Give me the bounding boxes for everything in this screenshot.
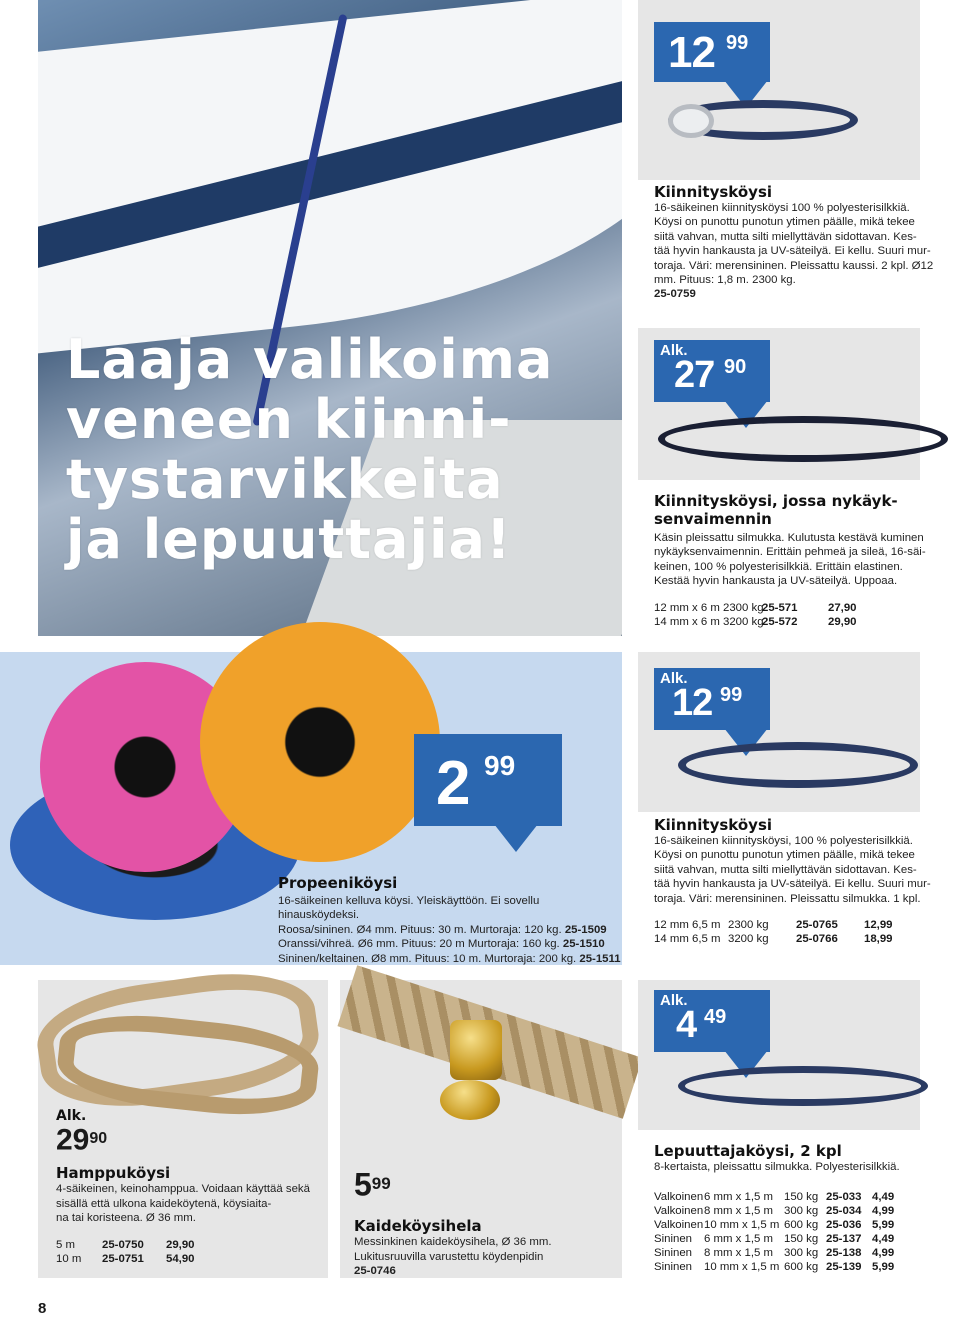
price-tag	[654, 22, 770, 82]
variant-sku: 25-137	[826, 1233, 862, 1246]
desc-line	[278, 894, 622, 923]
variant-load: 300 kg	[784, 1205, 819, 1218]
price-main: 12	[672, 682, 713, 724]
headline-line-3: tystarvikkeita	[66, 448, 504, 511]
desc-line: nykäyksenvaimennin. Erittäin pehmeä ja sileä, 16-säi-	[654, 546, 926, 559]
desc-line: Köysi on punottu punotun ytimen päälle, mikä tekee	[654, 216, 915, 229]
variant-price: 4,99	[872, 1247, 895, 1260]
product-panel-kiinnitys1	[638, 0, 920, 180]
desc-text: Roosa/sininen. Ø4 mm. Pituus: 30 m. Murtoraja: 120 kg.	[278, 923, 562, 936]
spool-orange-image	[200, 622, 440, 862]
rope-loop-image	[678, 1066, 928, 1106]
page-number: 8	[38, 1300, 47, 1317]
price-tag	[414, 734, 562, 826]
desc-line: Käsin pleissattu silmukka. Kulutusta kestävä kuminen	[654, 532, 924, 544]
variant-sku: 25-572	[762, 615, 798, 628]
desc-line	[278, 923, 622, 937]
variant-size: 10 mm x 1,5 m	[704, 1261, 780, 1274]
variant-price: 4,49	[872, 1233, 895, 1246]
desc-line: keinen, 100 % polyesterisilkkiä. Erittäin elastinen.	[654, 560, 903, 573]
variant-sku: 25-0766	[796, 933, 838, 946]
product-desc: 8-kertaista, pleissattu silmukka. Polyesterisilkkiä.	[654, 1161, 900, 1173]
variant-price: 5,99	[872, 1261, 895, 1274]
product-title: Lepuuttajaköysi, 2 kpl	[654, 1142, 842, 1160]
desc-line: 16-säikeinen kiinnitysköysi 100 % polyesterisilkkiä.	[654, 202, 910, 214]
desc-line: sisällä että ulkona kaideköytenä, köysiaita-	[56, 1197, 272, 1210]
product-title: Kiinnitysköysi	[654, 183, 773, 201]
variant-row	[654, 1260, 944, 1274]
product-sku: 25-1510	[562, 938, 605, 951]
variant-size: 10 mm x 1,5 m	[704, 1219, 780, 1232]
variant-size: 6 mm x 1,5 m	[704, 1233, 773, 1246]
thimble-image	[668, 104, 714, 138]
variant-load: 300 kg	[784, 1247, 819, 1260]
price-inline	[354, 1168, 622, 1207]
variant-spec: 12 mm x 6 m 2300 kg	[654, 601, 764, 614]
product-sku: 25-1511	[579, 952, 621, 965]
variant-table	[654, 918, 944, 946]
desc-line: Köysi on punottu punotun ytimen päälle, mikä tekee	[654, 849, 915, 862]
price-main: 27	[674, 354, 715, 396]
variant-price: 12,99	[864, 919, 893, 932]
price-cents: 99	[484, 750, 516, 781]
product-title	[654, 492, 944, 528]
price-prefix: Alk.	[660, 670, 688, 687]
title-line: senvaimennin	[654, 510, 772, 528]
variant-sku: 25-034	[826, 1205, 862, 1218]
variant-length: 5 m	[56, 1238, 75, 1251]
variant-price: 4,99	[872, 1205, 895, 1218]
variant-color: Sininen	[654, 1247, 692, 1260]
desc-line: toraja. Väri: merensininen. Pleissattu silmukka. 1 kpl.	[654, 892, 921, 905]
headline-line-2: veneen kiinni-	[66, 388, 512, 451]
variant-length: 6,5 m	[692, 919, 721, 932]
variant-table	[654, 601, 944, 629]
brass-base-image	[440, 1080, 500, 1120]
variant-price: 29,90	[828, 615, 857, 628]
product-desc	[56, 1182, 336, 1225]
variant-row	[56, 1238, 336, 1252]
desc-line: 16-säikeinen kiinnitysköysi, 100 % polyesterisilkkiä.	[654, 835, 913, 847]
variant-load: 2300 kg	[728, 919, 769, 932]
desc-line: Lukitusruuvilla varustettu köydenpidin	[354, 1250, 544, 1263]
desc-line: Kestää hyvin hankausta ja UV-säteilyä. Uppoaa.	[654, 575, 898, 588]
price-prefix: Alk.	[660, 342, 688, 359]
price-tag	[654, 340, 770, 402]
desc-text: Sininen/keltainen. Ø8 mm. Pituus: 10 m. Murtoraja: 200 kg.	[278, 952, 577, 965]
desc-text: Oranssi/vihreä. Ø6 mm. Pituus: 20 m Murtoraja: 160 kg.	[278, 938, 560, 951]
variant-color: Valkoinen	[654, 1191, 704, 1204]
desc-line: mm. Pituus: 1,8 m. 2300 kg.	[654, 274, 796, 287]
variant-diameter: 12 mm	[654, 919, 689, 932]
price-cents: 99	[726, 32, 749, 54]
desc-line: tää hyvin hankausta ja UV-säteilyä. Ei kellu. Suuri mur-	[654, 878, 931, 891]
product-desc	[654, 201, 944, 302]
product-sku: 25-0746	[354, 1265, 396, 1278]
desc-line: siitä vahvan, mutta silti miellyttävän sidottavan. Kes-	[654, 230, 917, 243]
brass-fitting-image	[450, 1020, 502, 1080]
variant-price: 4,49	[872, 1191, 895, 1204]
hero-photo	[38, 0, 622, 636]
variant-row	[56, 1252, 336, 1266]
variant-price: 54,90	[166, 1252, 195, 1265]
rope-loop-image	[658, 416, 948, 462]
price-tag	[654, 668, 770, 730]
desc-line: na tai koristeena. Ø 36 mm.	[56, 1212, 196, 1225]
product-desc	[654, 531, 944, 589]
variant-load: 600 kg	[784, 1261, 819, 1274]
headline-line-1: Laaja valikoima	[66, 328, 554, 391]
rope-loop-image	[678, 742, 918, 788]
variant-sku: 25-139	[826, 1261, 862, 1274]
variant-color: Valkoinen	[654, 1205, 704, 1218]
variant-color: Valkoinen	[654, 1219, 704, 1232]
variant-color: Sininen	[654, 1233, 692, 1246]
variant-load: 150 kg	[784, 1233, 819, 1246]
product-panel-lepuuttaja	[638, 980, 920, 1130]
variant-row	[654, 1232, 944, 1246]
price-cents: 99	[371, 1174, 391, 1193]
variant-sku: 25-033	[826, 1191, 862, 1204]
variant-diameter: 14 mm	[654, 933, 689, 946]
product-panel-propeeni	[0, 652, 622, 965]
price-tag	[654, 990, 770, 1052]
product-desc	[654, 834, 944, 906]
product-title: Kaideköysihela	[354, 1217, 482, 1236]
price-cents: 99	[720, 684, 743, 706]
product-title: Kiinnitysköysi	[654, 816, 773, 834]
price-main: 12	[668, 28, 715, 77]
desc-line	[278, 952, 622, 966]
variant-size: 6 mm x 1,5 m	[704, 1191, 773, 1204]
product-text-kiinnitys1	[654, 183, 944, 302]
variant-row	[654, 1190, 944, 1204]
product-panel-vaimennin	[638, 328, 920, 480]
variant-row	[654, 918, 944, 932]
price-main: 29	[56, 1123, 90, 1157]
variant-table	[654, 1190, 944, 1274]
price-main: 5	[354, 1166, 372, 1203]
price-cents: 90	[724, 356, 747, 378]
product-title: Hamppuköysi	[56, 1164, 171, 1183]
hero-headline	[66, 330, 622, 570]
product-sku: 25-1509	[564, 923, 607, 936]
product-text-vaimennin	[654, 492, 944, 629]
variant-price: 29,90	[166, 1238, 195, 1251]
variant-load: 3200 kg	[728, 933, 769, 946]
variant-row	[654, 615, 944, 629]
headline-line-4: ja lepuuttajia!	[66, 508, 512, 571]
product-panel-hela	[340, 980, 622, 1278]
desc-line	[278, 937, 622, 951]
price-main: 2	[436, 749, 470, 818]
desc-line: Messinkinen kaideköysihela, Ø 36 mm.	[354, 1236, 552, 1249]
product-text-lepuuttaja	[654, 1142, 944, 1274]
variant-sku: 25-0765	[796, 919, 838, 932]
price-prefix: Alk.	[56, 1108, 87, 1124]
variant-row	[654, 932, 944, 946]
variant-sku: 25-0751	[102, 1252, 144, 1265]
product-desc	[354, 1235, 622, 1278]
variant-sku: 25-571	[762, 601, 798, 614]
variant-size: 8 mm x 1,5 m	[704, 1205, 773, 1218]
product-panel-kiinnitys2	[638, 652, 920, 812]
variant-sku: 25-138	[826, 1247, 862, 1260]
variant-sku: 25-0750	[102, 1238, 144, 1251]
product-title: Propeeniköysi	[278, 874, 398, 892]
price-cents: 49	[704, 1006, 727, 1028]
variant-price: 27,90	[828, 601, 857, 614]
variant-size: 8 mm x 1,5 m	[704, 1247, 773, 1260]
desc-line: siitä vahvan, mutta silti miellyttävän sidottavan. Kes-	[654, 863, 917, 876]
variant-table	[56, 1238, 336, 1266]
product-text-hamppu	[56, 1108, 336, 1266]
variant-load: 600 kg	[784, 1219, 819, 1232]
variant-sku: 25-036	[826, 1219, 862, 1232]
variant-load: 150 kg	[784, 1191, 819, 1204]
product-text-propeeni	[278, 874, 622, 966]
variant-spec: 14 mm x 6 m 3200 kg	[654, 615, 764, 628]
variant-row	[654, 1204, 944, 1218]
price-prefix: Alk.	[660, 992, 688, 1009]
desc-text: 16-säikeinen kelluva köysi. Yleiskäyttöön. Ei sovellu hinausköydeksi.	[278, 895, 540, 922]
desc-line: toraja. Väri: merensininen. Pleissattu kaussi. 2 kpl. Ø12	[654, 259, 934, 272]
variant-length: 6,5 m	[692, 933, 721, 946]
product-desc	[278, 894, 622, 966]
variant-price: 5,99	[872, 1219, 895, 1232]
product-sku: 25-0759	[654, 288, 696, 301]
product-text-kiinnitys2	[654, 816, 944, 946]
variant-price: 18,99	[864, 933, 893, 946]
variant-length: 10 m	[56, 1252, 82, 1265]
product-text-hela	[354, 1168, 622, 1279]
desc-line: 4-säikeinen, keinohamppua. Voidaan käyttää sekä	[56, 1183, 310, 1196]
variant-row	[654, 1246, 944, 1260]
variant-row	[654, 601, 944, 615]
title-line: Kiinnitysköysi, jossa nykäyk-	[654, 492, 898, 510]
price-cents: 90	[89, 1130, 108, 1147]
variant-row	[654, 1218, 944, 1232]
desc-line: tää hyvin hankausta ja UV-säteilyä. Ei kellu. Suuri mur-	[654, 245, 931, 258]
price-main: 4	[676, 1004, 697, 1046]
variant-color: Sininen	[654, 1261, 692, 1274]
price-inline	[56, 1124, 336, 1160]
